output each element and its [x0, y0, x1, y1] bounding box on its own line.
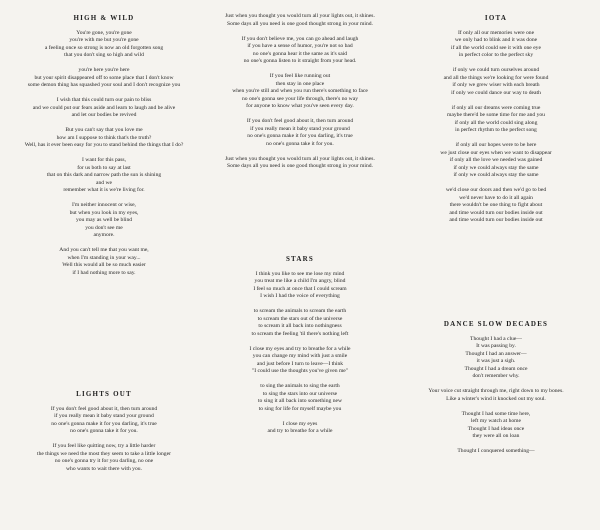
- song-body: [6, 30, 202, 278]
- lyric-line: some demon thing has squashed your soul and I don't recognize you: [27, 82, 181, 88]
- lyric-line: and we could put our fears aside and learn to laugh and be alive: [32, 104, 176, 111]
- lyric-line: Well this would all be so much easier: [62, 262, 146, 268]
- lyric-line: Thought I had an answer—: [465, 350, 527, 357]
- lyric-line: If you don't feel good about it, then turn around: [50, 405, 158, 412]
- lyric-line: if only we could always stay the same: [453, 164, 539, 171]
- lyric-line: to sing the stars into our universe: [262, 390, 338, 397]
- lyric-line: you don't see me: [85, 224, 123, 231]
- lyric-line: Some days all you need is one good thought strong in your mind.: [227, 20, 373, 27]
- song-title-lights-out: LIGHTS OUT: [76, 390, 132, 398]
- song-body: [6, 406, 202, 474]
- lyric-line: if all the world could see it with one eye: [451, 44, 541, 51]
- lyric-line: Your voice cut straight through me, right down to my bones.: [428, 388, 564, 394]
- lyric-line: if you have a sense of humor, you're not so bad: [247, 43, 353, 49]
- lyric-line: and just before I turn to leave—I think: [256, 360, 344, 367]
- lyric-line: I close my eyes: [282, 420, 318, 427]
- lyric-line: If you feel like running out: [269, 73, 331, 79]
- lyric-line: to sing the animals to sing the earth: [260, 383, 340, 389]
- lyric-line: I think you like to see me lose my mind: [255, 270, 345, 277]
- song-body: [398, 30, 594, 225]
- lyric-line: It was passing by.: [476, 343, 516, 349]
- lyric-line: for anyone to know what you've seen every day.: [246, 103, 354, 109]
- song-body: [398, 336, 594, 456]
- lyric-line: to sing for life for myself maybe you: [258, 405, 342, 412]
- lyric-line: you treat me like a child I'm angry, blind: [254, 278, 346, 284]
- lyric-line: to scream the feeling 'til there's nothing left: [251, 330, 349, 337]
- song-body: [204, 271, 396, 436]
- song-body: [204, 13, 396, 171]
- lyric-line: If you don't believe me, you can go ahead and laugh: [241, 35, 359, 42]
- lyric-line: Thought I had ideas once: [467, 425, 525, 432]
- lyric-line: no one's gonna take it for you.: [266, 140, 334, 147]
- lyric-line: to scream the animals to scream the earth: [253, 308, 347, 314]
- lyric-line: we'd close our doors and then we'd go to bed: [445, 187, 547, 193]
- lyric-line: if only we could turn ourselves around: [452, 67, 540, 73]
- lyric-line: who wants to wait there with you.: [66, 465, 142, 472]
- lyric-line: and try to breathe for a while: [267, 428, 333, 434]
- lyric-line: You're gone, you're gone: [76, 29, 132, 36]
- lyric-line: And you can't tell me that you want me,: [59, 247, 149, 253]
- lyric-line: but your spirit disappeared off to some place that I don't know: [34, 74, 174, 81]
- lyric-line: we'd never have to do it all again: [459, 194, 533, 201]
- lyric-line: the things we need the most they seem to take a little longer: [37, 450, 171, 457]
- lyric-line: If you don't feel good about it, then turn around: [246, 118, 354, 124]
- lyric-line: we just close our eyes when we want to disappear: [440, 149, 552, 156]
- lyric-line: when I'm standing in your way...: [67, 254, 141, 261]
- lyric-line: I wish I had the voice of everything: [260, 293, 340, 299]
- lyric-line: in perfect color to the perfect sky: [458, 52, 534, 58]
- lyric-line: if only all our hopes were to be here: [455, 142, 537, 148]
- lyric-line: no one's gonna see your life through, there's no way: [241, 95, 359, 102]
- lyric-line: if only we could always stay the same: [453, 172, 539, 178]
- lyric-line: If only all our memories were one: [457, 29, 535, 36]
- lyric-line: Thought I had a dream once: [464, 365, 528, 372]
- song-title-dance-slow-decades: DANCE SLOW DECADES: [443, 320, 549, 328]
- song-stars: [204, 255, 396, 436]
- lyric-line: we only had to blink and it was done: [454, 37, 538, 43]
- lyric-line: if only all our dreams were coming true: [451, 104, 541, 111]
- lyric-line: for us both to say at last: [77, 164, 131, 171]
- lyric-line: Like a winter's wind it knocked out my soul.: [446, 395, 546, 402]
- song-title-iota: IOTA: [484, 14, 508, 22]
- lyric-line: that you don't sing so high and wild: [64, 52, 144, 58]
- column-middle: [204, 0, 396, 530]
- lyric-line: if only we could dance our way to death: [451, 89, 541, 96]
- lyric-line: to sing it all back into something new: [257, 398, 343, 404]
- song-lights-out-continued: [204, 13, 396, 171]
- lyric-line: to scream the stars out of the universe: [257, 315, 343, 322]
- lyric-line: But you can't say that you love me: [65, 127, 143, 133]
- lyric-line: no one's gonna try it for you darling, no one: [54, 458, 154, 464]
- lyric-line: Thought I had a clue—: [470, 335, 522, 342]
- lyric-line: to scream it all back into nothingness: [258, 323, 342, 329]
- lyric-line: I wish that this could turn our pain to bliss: [56, 97, 152, 103]
- lyric-line: there wouldn't be one thing to fight about: [449, 202, 543, 208]
- lyric-line: no one's gonna take it for you.: [70, 428, 138, 434]
- lyric-line: if I had nothing more to say.: [72, 269, 136, 276]
- song-iota: [398, 14, 594, 225]
- lyric-line: I'm neither innocent or wise,: [72, 202, 136, 208]
- lyric-line: if you really mean it baby stand your ground: [250, 125, 350, 132]
- lyric-line: Well, has it ever been easy for you to stand behind the things that I do?: [24, 142, 184, 148]
- lyric-line: Just when you thought you would turn all your lights out, it shines.: [225, 155, 375, 162]
- song-title-stars: STARS: [285, 255, 315, 263]
- lyric-line: it was just a sigh.: [476, 358, 516, 364]
- lyric-line: if only all the love we needed was gained: [449, 157, 543, 163]
- lyric-line: they were all on loan: [472, 433, 520, 439]
- lyric-line: no one's gonna listen to it straight from your head.: [243, 58, 357, 64]
- lyric-line: and let our bodies be revived: [71, 112, 137, 118]
- lyric-line: you're with me but you're gone: [69, 37, 139, 43]
- lyric-line: don't remember why.: [472, 373, 520, 379]
- lyric-line: "I could use the thoughts you've given me": [251, 368, 349, 374]
- lyric-line: Thought I conquered something—: [457, 448, 535, 454]
- lyric-line: you may as well be blind: [75, 217, 133, 223]
- column-left: [6, 0, 202, 530]
- lyric-line: I close my eyes and try to breathe for a while: [249, 345, 351, 352]
- lyric-line: and time would turn our bodies inside out: [449, 209, 543, 216]
- lyric-line: left my watch at home: [470, 418, 522, 424]
- song-high-wild: [6, 14, 202, 277]
- lyric-line: Thought I had some time here,: [461, 410, 531, 417]
- lyric-line: if you really mean it baby stand your ground: [54, 413, 154, 419]
- lyric-line: then stay in one place: [275, 80, 325, 87]
- lyric-line: in perfect rhythm to the perfect song: [455, 127, 537, 133]
- lyric-line: no one's gonna make it for you darling, it's true: [51, 420, 157, 427]
- lyric-line: Just when you thought you would turn all your lights out, it shines.: [225, 13, 375, 19]
- lyric-line: if only we grew wiser with each breath: [452, 82, 540, 88]
- song-title-high-wild: HIGH & WILD: [73, 14, 135, 22]
- lyric-line: you're here you're here: [78, 67, 130, 73]
- lyric-line: but when you look in my eyes,: [69, 209, 139, 216]
- lyric-line: If you feel like quitting now, try a little harder: [52, 443, 156, 449]
- lyric-line: maybe there'd be some time for me and you: [447, 112, 545, 118]
- lyric-line: I feel so much at once that I could scream: [253, 285, 347, 292]
- lyric-line: remember what it is we're living for.: [63, 187, 145, 193]
- lyric-line: and we: [96, 179, 112, 186]
- song-dance-slow-decades: [398, 320, 594, 456]
- lyric-line: and all the things we're looking for were found: [443, 74, 549, 81]
- lyric-line: if only all the world could sing along: [454, 119, 538, 126]
- lyric-line: no one's gonna hear it the same as it's said: [252, 50, 348, 57]
- lyric-line: when you're still and when you run there's something to face: [232, 88, 368, 94]
- lyric-line: you can change my mind with just a smile: [252, 353, 348, 359]
- lyric-line: no one's gonna make it for you darling, it's true: [247, 133, 353, 139]
- column-right: [398, 0, 594, 530]
- lyric-line: and time would turn our bodies inside out: [449, 217, 543, 223]
- lyric-line: a feeling once so strong is now an old forgotten song: [44, 44, 164, 51]
- lyric-line: Some days all you need is one good thought strong in your mind.: [227, 163, 373, 169]
- lyric-line: that on this dark and narrow path the sun is shining: [46, 172, 162, 178]
- lyric-line: I want for this pass,: [82, 157, 126, 163]
- lyric-line: anymore.: [93, 232, 115, 238]
- song-lights-out: [6, 390, 202, 473]
- lyric-line: how am I suppose to think that's the truth?: [56, 134, 152, 141]
